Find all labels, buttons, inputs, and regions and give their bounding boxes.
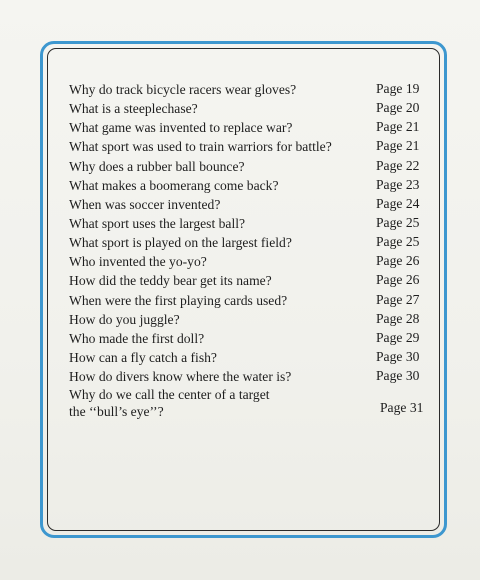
toc-page-number: Page 30	[376, 348, 420, 364]
toc-page-number: Page 31	[380, 400, 424, 416]
toc-question: How do divers know where the water is?	[69, 369, 292, 385]
toc-entry	[69, 329, 429, 348]
toc-question: When were the first playing cards used?	[69, 292, 288, 308]
toc-question: Who invented the yo-yo?	[69, 254, 207, 270]
table-of-contents	[69, 80, 429, 424]
toc-entry	[69, 157, 429, 176]
toc-entry	[69, 271, 429, 290]
toc-question: What makes a boomerang come back?	[69, 177, 279, 193]
toc-page-number: Page 23	[376, 176, 420, 192]
toc-page-number: Page 19	[376, 81, 420, 96]
toc-page-number: Page 29	[376, 329, 420, 345]
toc-entry	[69, 176, 429, 195]
toc-question: How do you juggle?	[69, 311, 180, 327]
toc-page-number: Page 21	[376, 138, 420, 154]
toc-question: Who made the first doll?	[69, 330, 205, 346]
toc-entry	[69, 291, 429, 310]
toc-entry	[69, 386, 429, 424]
toc-question: How did the teddy bear get its name?	[69, 273, 272, 289]
toc-page-number: Page 24	[376, 195, 420, 211]
toc-page-number: Page 20	[376, 100, 420, 116]
toc-page-number: Page 30	[376, 368, 420, 384]
toc-page-number: Page 27	[376, 291, 420, 307]
toc-question: What sport uses the largest ball?	[69, 215, 246, 231]
toc-question: What game was invented to replace war?	[69, 120, 293, 136]
toc-entry	[69, 310, 429, 329]
toc-page-number: Page 25	[376, 214, 420, 230]
toc-question: When was soccer invented?	[69, 196, 221, 212]
toc-entry	[69, 214, 429, 233]
toc-entry	[69, 137, 429, 156]
toc-page-number: Page 25	[376, 234, 420, 250]
toc-page-number: Page 26	[376, 253, 420, 269]
toc-page-number: Page 28	[376, 310, 420, 326]
toc-question: Why does a rubber ball bounce?	[69, 158, 245, 174]
toc-entry	[69, 80, 429, 99]
toc-question: Why do we call the center of a target the ‘‘bull’s eye’’?	[69, 387, 270, 420]
toc-page-number: Page 21	[376, 119, 420, 135]
toc-entry	[69, 367, 429, 386]
toc-entry	[69, 118, 429, 137]
toc-question: Why do track bicycle racers wear gloves?	[69, 82, 297, 97]
toc-page-number: Page 22	[376, 157, 420, 173]
toc-page-number: Page 26	[376, 272, 420, 288]
toc-entry	[69, 195, 429, 214]
toc-question: How can a fly catch a fish?	[69, 349, 217, 365]
toc-entry	[69, 99, 429, 118]
toc-question: What sport is played on the largest field?	[69, 235, 292, 251]
toc-entry	[69, 252, 429, 271]
toc-question: What is a steeplechase?	[69, 101, 198, 117]
toc-entry	[69, 233, 429, 252]
toc-entry	[69, 348, 429, 367]
toc-question: What sport was used to train warriors for battle?	[69, 139, 332, 155]
